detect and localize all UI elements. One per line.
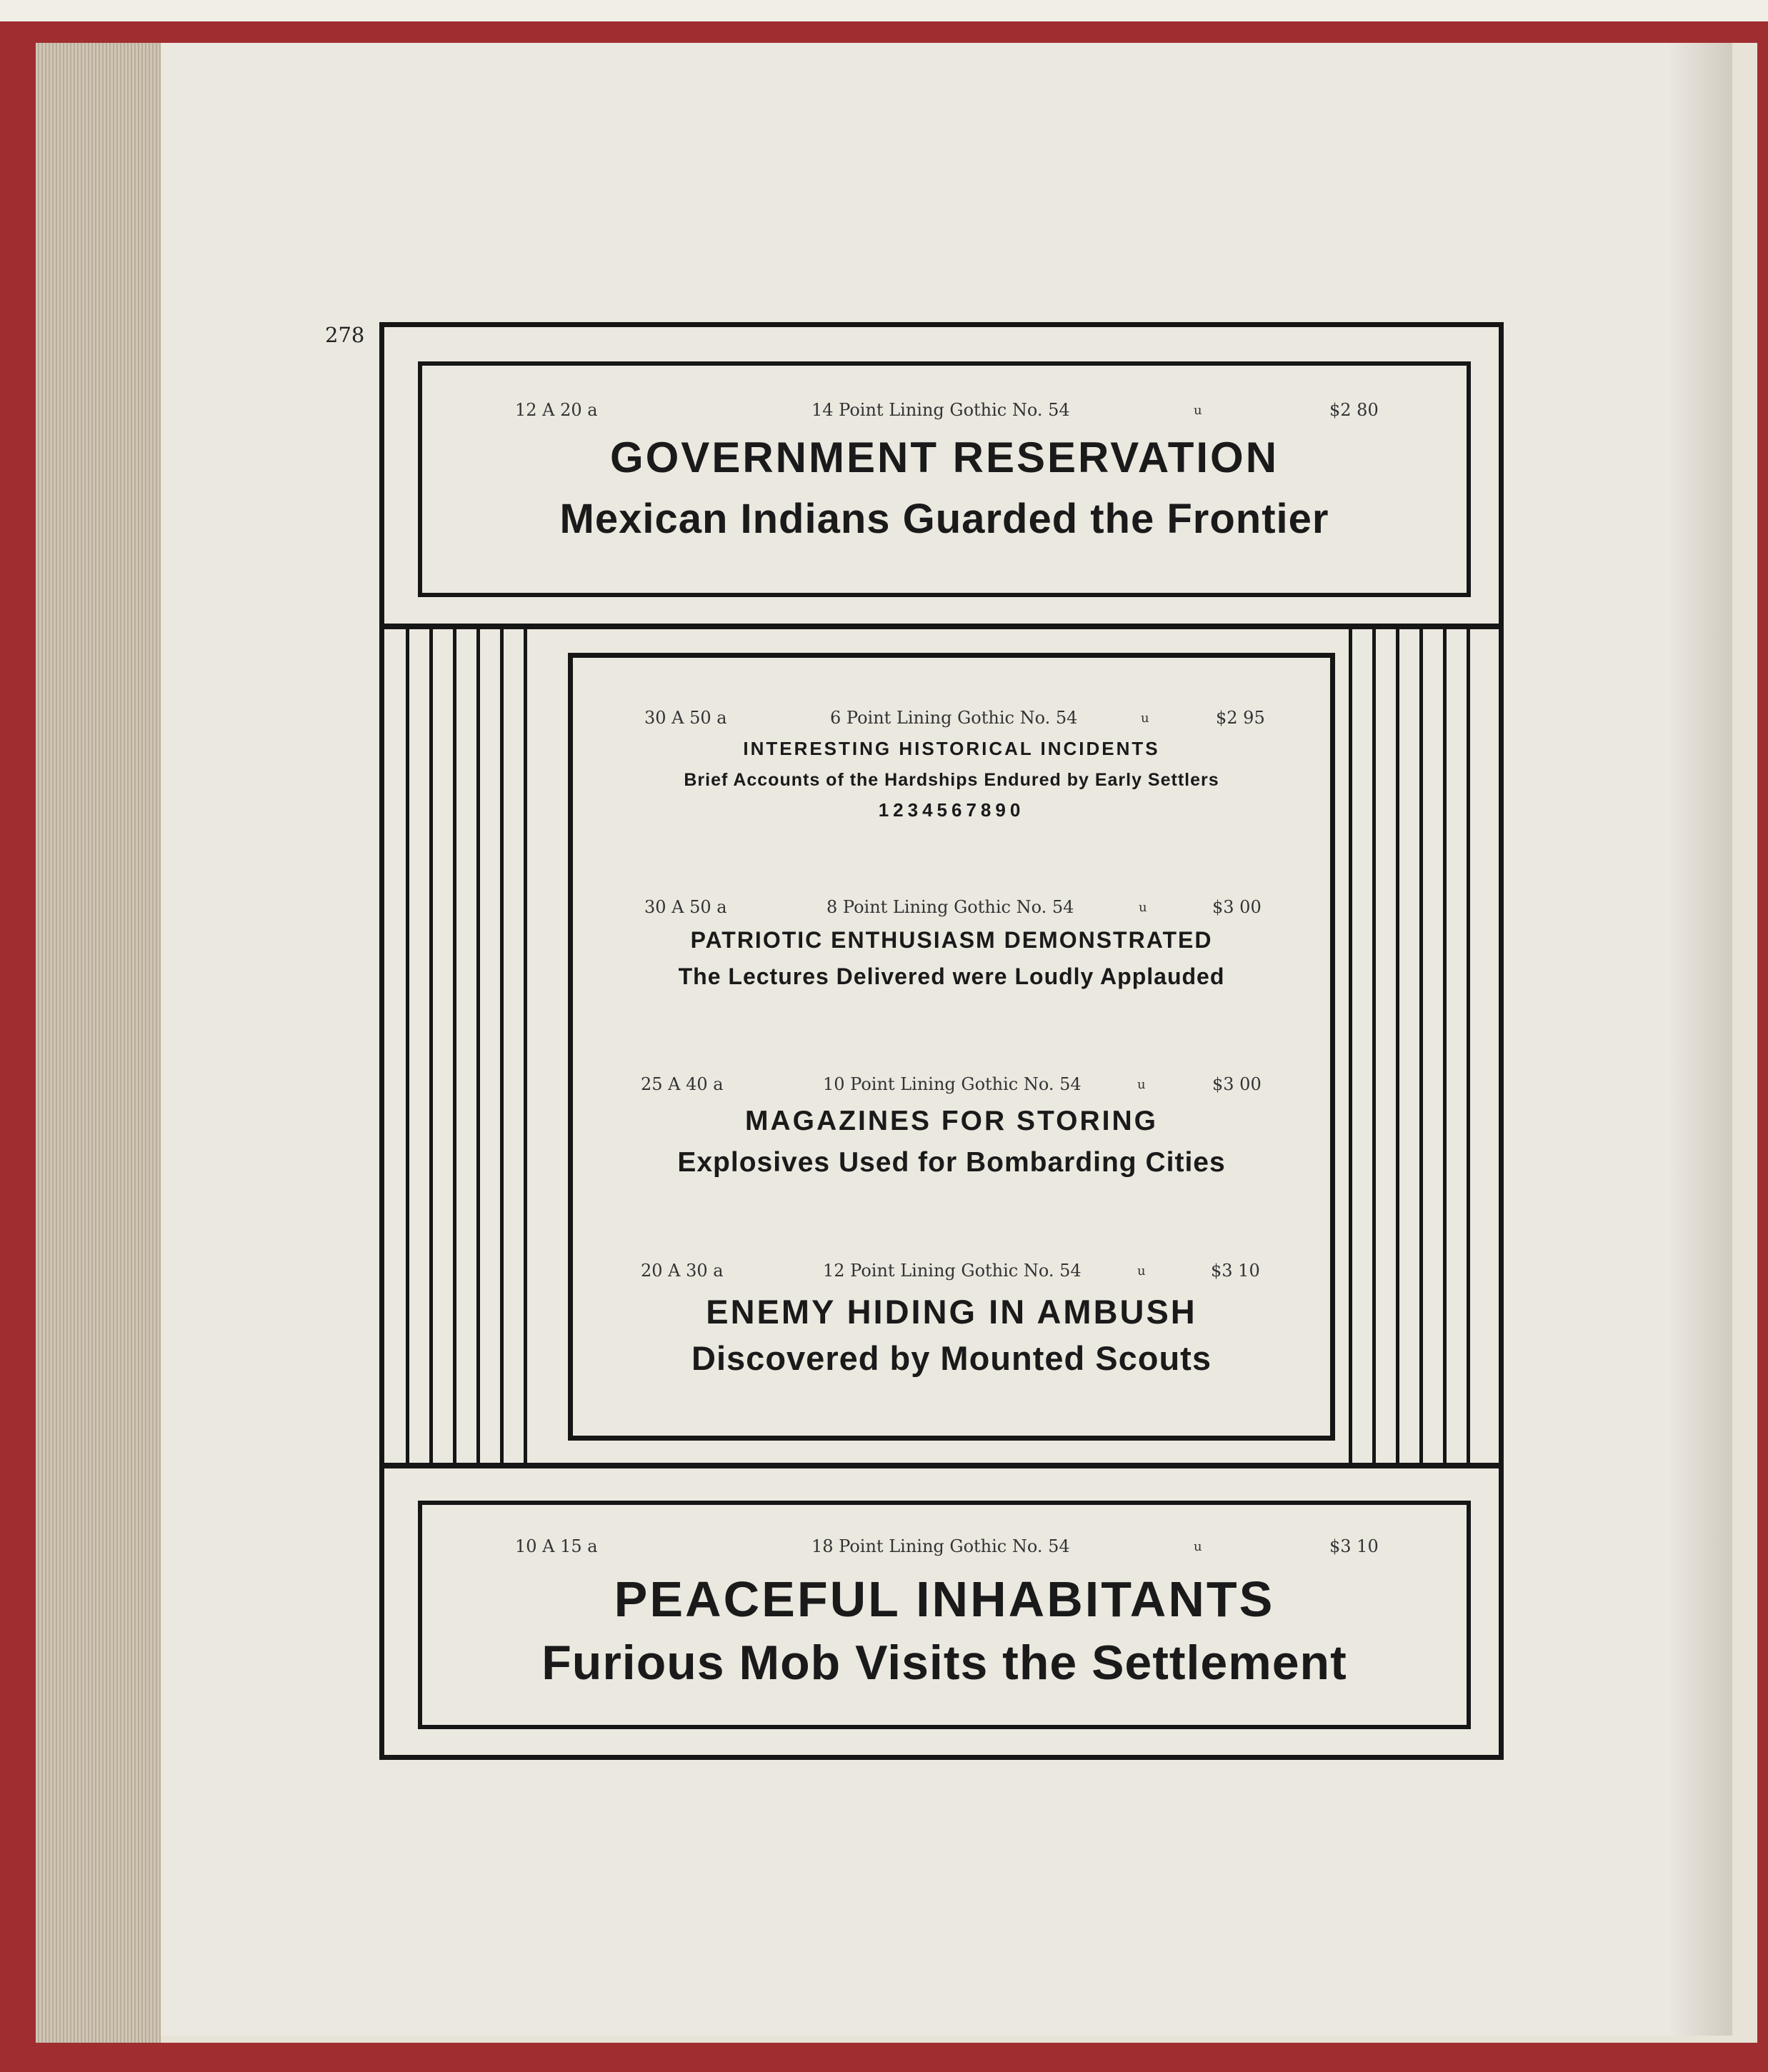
- font-price: $2 95: [1216, 708, 1265, 728]
- specimen-10pt: [573, 1074, 1330, 1178]
- bottom-band: [384, 1463, 1499, 1756]
- font-mark: u: [1139, 900, 1147, 915]
- decorative-stripes-left: [406, 629, 540, 1463]
- gutter-shadow: [1668, 43, 1732, 2036]
- specimen-title: MAGAZINES FOR STORING: [745, 1106, 1158, 1136]
- decorative-stripes-right: [1349, 629, 1483, 1463]
- font-count: 25 A 40 a: [641, 1074, 724, 1094]
- specimen-title: ENEMY HIDING IN AMBUSH: [706, 1293, 1197, 1331]
- specimen-subtitle: Discovered by Mounted Scouts: [691, 1339, 1212, 1377]
- specimen-subtitle: Mexican Indians Guarded the Frontier: [559, 496, 1329, 542]
- font-count: 30 A 50 a: [644, 708, 727, 728]
- font-count: 20 A 30 a: [641, 1261, 724, 1281]
- specimen-subtitle: Furious Mob Visits the Settlement: [541, 1636, 1347, 1690]
- specimen-6pt: [573, 708, 1330, 821]
- specimen-figures: 1234567890: [878, 799, 1025, 821]
- specimen-12pt: [573, 1261, 1330, 1378]
- spec-row: [422, 400, 1467, 424]
- specimen-title: PEACEFUL INHABITANTS: [614, 1571, 1275, 1627]
- top-band: [384, 327, 1499, 629]
- font-mark: u: [1194, 1539, 1202, 1554]
- font-price: $2 80: [1329, 400, 1379, 420]
- font-price: $3 10: [1211, 1261, 1260, 1281]
- font-count: 10 A 15 a: [515, 1536, 598, 1556]
- top-specimen-box: [418, 361, 1471, 597]
- specimen-subtitle: Explosives Used for Bombarding Cities: [677, 1147, 1226, 1178]
- font-mark: u: [1194, 403, 1202, 418]
- font-size-name: 12 Point Lining Gothic No. 54: [823, 1261, 1082, 1281]
- spec-row: [422, 1536, 1467, 1561]
- specimen-18pt: [422, 1536, 1467, 1691]
- font-size-name: 8 Point Lining Gothic No. 54: [826, 897, 1074, 917]
- spec-row: [573, 1074, 1330, 1098]
- spec-row: [573, 897, 1330, 921]
- specimen-title: PATRIOTIC ENTHUSIASM DEMONSTRATED: [690, 927, 1213, 953]
- font-count: 12 A 20 a: [515, 400, 598, 420]
- bottom-specimen-box: [418, 1501, 1471, 1729]
- specimen-frame: [379, 322, 1504, 1760]
- font-price: $3 00: [1212, 897, 1262, 917]
- font-size-name: 14 Point Lining Gothic No. 54: [811, 400, 1070, 420]
- spec-row: [573, 708, 1330, 732]
- font-mark: u: [1137, 1263, 1146, 1278]
- specimen-subtitle: Brief Accounts of the Hardships Endured by Early Settlers: [684, 770, 1219, 790]
- specimen-subtitle: The Lectures Delivered were Loudly Applauded: [678, 964, 1225, 989]
- font-size-name: 10 Point Lining Gothic No. 54: [823, 1074, 1082, 1094]
- specimen-title: INTERESTING HISTORICAL INCIDENTS: [743, 738, 1160, 759]
- font-mark: u: [1141, 711, 1149, 726]
- font-size-name: 6 Point Lining Gothic No. 54: [830, 708, 1078, 728]
- middle-specimen-box: [568, 653, 1335, 1441]
- page-number: 278: [325, 323, 365, 347]
- font-count: 30 A 50 a: [644, 897, 727, 917]
- font-mark: u: [1137, 1077, 1146, 1092]
- font-price: $3 00: [1212, 1074, 1262, 1094]
- specimen-14pt: [422, 400, 1467, 543]
- font-size-name: 18 Point Lining Gothic No. 54: [811, 1536, 1070, 1556]
- specimen-8pt: [573, 897, 1330, 990]
- font-price: $3 10: [1329, 1536, 1379, 1556]
- specimen-title: GOVERNMENT RESERVATION: [609, 434, 1279, 481]
- page-edges: [36, 43, 161, 2043]
- spec-row: [573, 1261, 1330, 1285]
